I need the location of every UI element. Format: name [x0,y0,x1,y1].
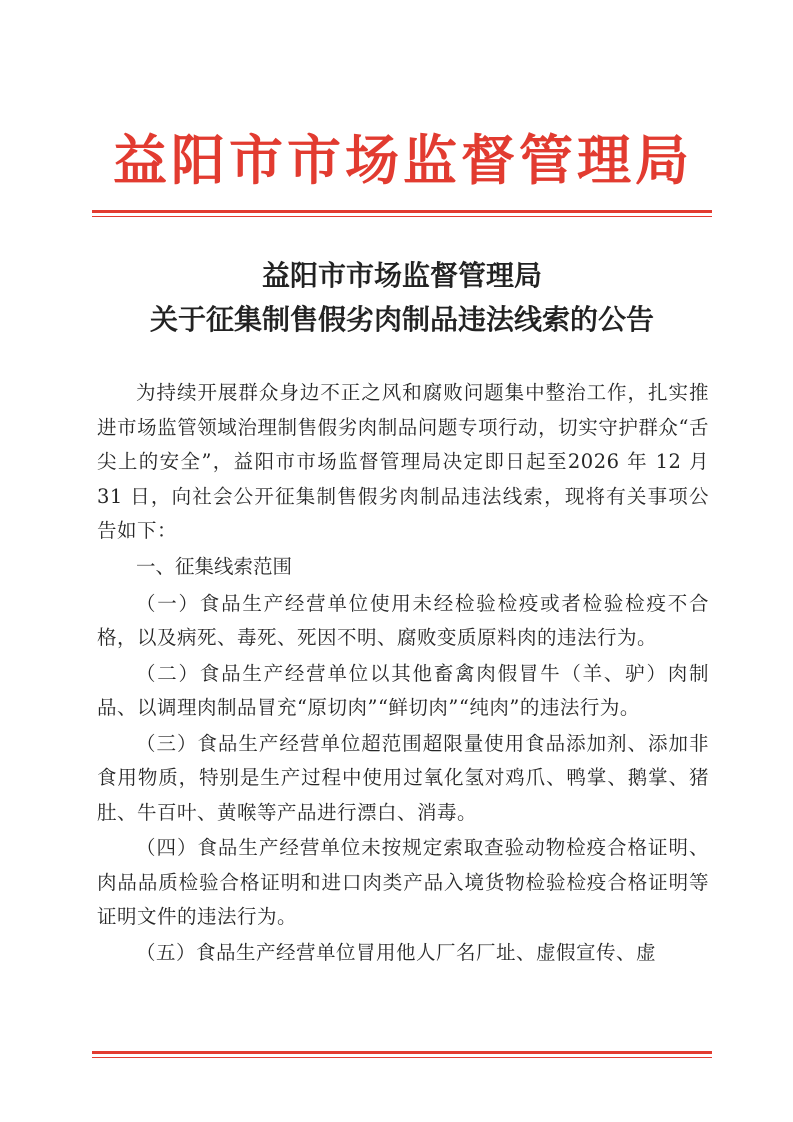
notice-title-line1: 益阳市市场监督管理局 [261,259,542,292]
divider-thin-line [92,1057,712,1058]
letterhead-divider [92,210,712,217]
scope-item-5: （五）食品生产经营单位冒用他人厂名厂址、虚假宣传、虚 [136,940,657,964]
scope-item-4: （四）食品生产经营单位未按规定索取查验动物检疫合格证明、肉品品质检验合格证明和进口肉类产品入境货物检验检疫合格证明等证明文件的违法行为。 [97,836,709,928]
intro-paragraph: 为持续开展群众身边不正之风和腐败问题集中整治工作，扎实推进市场监管领域治理制售假劣肉制品问题专项行动，切实守护群众“舌尖上的安全”，益阳市市场监督管理局决定即日起至2026 年 12 月 31 日，向社会公开征集制售假劣肉制品违法线索，现将有关事项公告如下： [97,381,709,542]
letterhead-title: 益阳市市场监督管理局 [113,128,693,192]
footer-divider [92,1051,712,1058]
divider-thick-line [92,1051,712,1054]
notice-title-line2: 关于征集制售假劣肉制品违法线索的公告 [149,303,654,336]
divider-thick-line [92,210,712,213]
scope-item-1: （一）食品生产经营单位使用未经检验检疫或者检验检疫不合格，以及病死、毒死、死因不明、腐败变质原料肉的违法行为。 [97,591,709,649]
section-heading: 一、征集线索范围 [136,554,293,578]
scope-item-3: （三）食品生产经营单位超范围超限量使用食品添加剂、添加非食用物质，特别是生产过程中使用过氧化氢对鸡爪、鸭掌、鹅掌、猪肚、牛百叶、黄喉等产品进行漂白、消毒。 [97,731,709,824]
notice-body [97,376,709,970]
scope-item-2: （二）食品生产经营单位以其他畜禽肉假冒牛（羊、驴）肉制品、以调理肉制品冒充“原切肉”“鲜切肉”“纯肉”的违法行为。 [97,661,709,719]
divider-thin-line [92,216,712,217]
